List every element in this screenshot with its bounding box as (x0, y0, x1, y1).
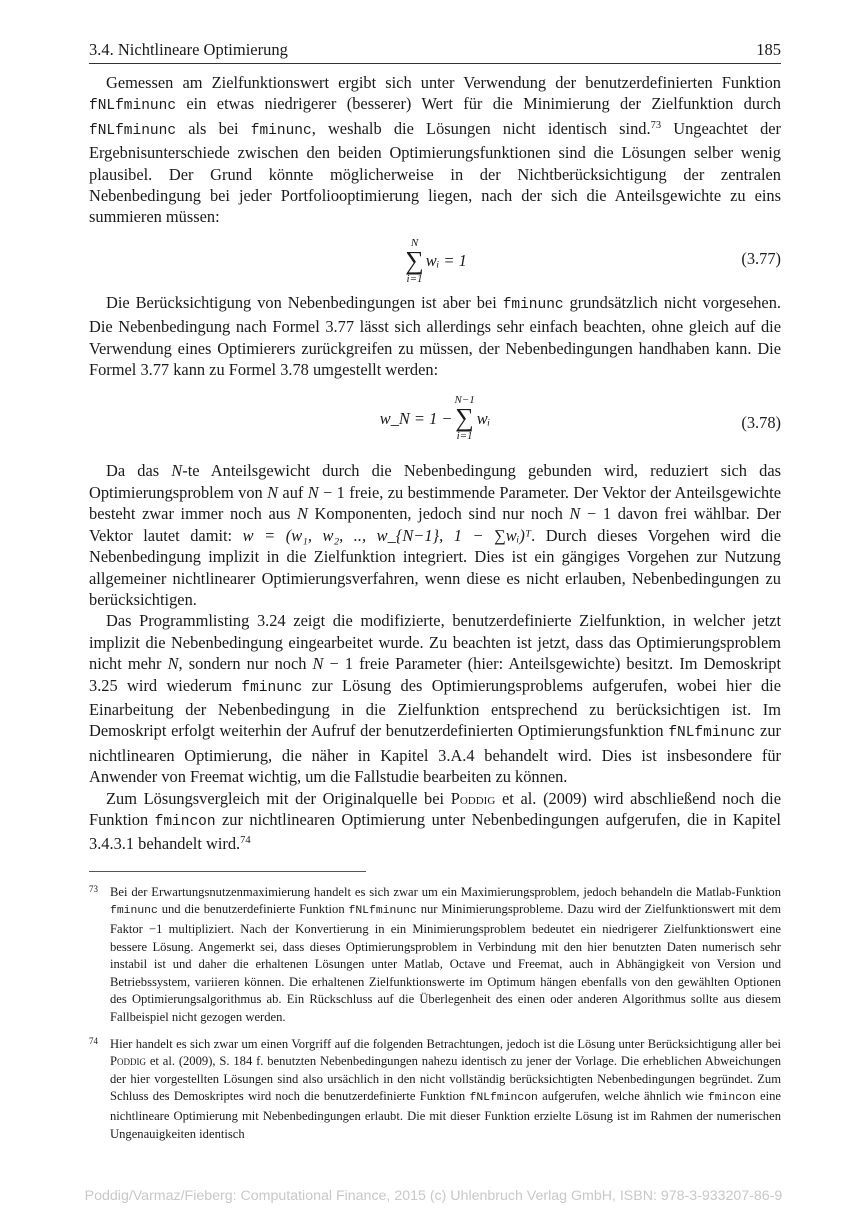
page-number: 185 (756, 40, 781, 59)
code-fminunc: fminunc (250, 122, 312, 139)
footnote-ref-74[interactable]: 74 (240, 835, 251, 847)
paragraph-1: Gemessen am Zielfunktionswert ergibt sich unter Verwendung der benutzerdefinierten Funktion fNLfminunc ein etwas niedrigerer (besserer) Wert für die Minimierung der Zielfunktion durch fNLfminunc als bei fminunc, weshalb die Lösungen nicht identisch sind.$^{73}$ Ungeachtet der Ergebnisunterschiede zwischen den beiden Optimierungsfunktionen sind die Lösungen selber wenig plausibel. Der Grund könnte möglicherweise in der Nichtberücksichtigung der zentralen Nebenbedingung bei jeder Portfoliooptimierung liegen, nach der sich die Anteilsgewichte zu eins summieren müssen: (89, 73, 781, 227)
equation-number: (3.78) (741, 413, 781, 433)
code-fNLfminunc: fNLfminunc (89, 122, 177, 139)
vector-formula: w = (w₁, w₂, .., w_{N−1}, 1 − ∑wᵢ)ᵀ (242, 525, 532, 545)
author-name: Poddig (450, 788, 496, 808)
code-fNLfminunc: fNLfminunc (89, 98, 177, 115)
footnote-mark: 73 (89, 883, 98, 894)
summation: N ∑ i=1 (405, 236, 424, 285)
paragraph-2: Die Berücksichtigung von Nebenbedingungen ist aber bei fminunc grundsätzlich nicht vorgesehen. Die Nebenbedingung nach Formel 3.77 lässt sich allerdings sehr einfach beachten, ohne gleich auf die Verwendung eines Optimierers zurückgreifen zu müssen, der Nebenbedingungen handhaben kann. Die Formel 3.77 kann zu Formel 3.78 umgestellt werden: (89, 292, 781, 380)
equation-body: wᵢ (476, 408, 491, 428)
footnote-73: 73 Bei der Erwartungsnutzenmaximierung handelt es sich zwar um ein Maximierungsproblem, jedoch behandeln die Matlab-Funktion fminunc und die benutzerdefinierte Funktion fNLfminunc nur Minimierungsprobleme. Dazu wird der Zielfunktionswert mit dem Faktor −1 multipliziert. Nach der Konvertierung in ein Minimierungsproblem bedeutet ein niedrigerer Zielfunktionswert eine bessere Lösung. Angemerkt sei, dass dieses Optimierungsproblem in Verbindung mit den hier benutzten Daten numerisch sehr instabil ist und daher die erhaltenen Lösungen unter Matlab, Octave und Freemat, auch in Abhängigkeit von Version und Betriebssystem, variieren können. Die erhaltenen Zielfunktionswerte im Optimum hängen ebenfalls von den gewählten Optionen des Optimierungsalgorithmus ab. Ein Rückschluss auf die Überlegenheit des einen oder anderen Algorithmus sollte aus diesem Fallbeispiel nicht gezogen werden. (89, 884, 781, 1027)
summation: N−1 ∑ i=1 (454, 394, 475, 443)
paragraph-4: Das Programmlisting 3.24 zeigt die modifizierte, benutzerdefinierte Zielfunktion, in welcher jetzt implizit die Nebenbedingung eingearbeitet wurde. Zu beachten ist jetzt, dass das Optimierungsproblem nicht mehr N, sondern nur noch N − 1 freie Parameter (hier: Anteilsgewichte) besitzt. Im Demoskript 3.25 wird wiederum fminunc zur Lösung des Optimierungsproblems aufgerufen, wobei hier die Einarbeitung der Nebenbedingung in die Zielfunktion entsprechend zu berücksichtigen ist. Im Demoskript erfolgt weiterhin der Aufruf der benutzerdefinierten Optimierungsfunktion fNLfminunc zur nichtlinearen Optimierung, die näher in Kapitel 3.A.4 behandelt wird. Dies ist insbesondere für Anwender von Freemat wichtig, um die Fallstudie bearbeiten zu können. (89, 611, 782, 787)
equation-3-78 (89, 394, 781, 450)
footnote-74: 74 Hier handelt es sich zwar um einen Vorgriff auf die folgenden Betrachtungen, jedoch ist die Lösung unter Berücksichtigung aller bei Poddig et al. (2009), S. 184 f. benutzten Nebenbedingungen nahezu identisch zu jener der Vorlage. Die erheblichen Abweichungen der hier vorgestellten Lösungen sind also ursächlich in den nicht vollständig berücksichtigten Nebenbedingungen begründet. Zum Schluss des Demoskriptes wird noch die benutzerdefinierte Funktion fNLfmincon aufgerufen, welche ähnlich wie fmincon eine nichtlineare Optimierung mit Nebenbedingungen erlaubt. Die mit dieser Funktion erzielte Lösung ist im Rahmen der numerischen Ungenauigkeiten identisch (89, 1036, 781, 1144)
equation-lhs: w_N = 1 − (379, 408, 453, 428)
running-header (89, 40, 781, 64)
book-page (89, 40, 781, 1152)
copyright-watermark: Poddig/Varmaz/Fieberg: Computational Finance, 2015 (c) Uhlenbruch Verlag GmbH, ISBN: 978-3-933207-86-9 (84, 1188, 783, 1204)
equation-body: wᵢ = 1 (425, 251, 467, 271)
footnote-ref-73[interactable]: 73 (650, 119, 662, 131)
main-text (89, 72, 781, 855)
code-fmincon: fmincon (154, 813, 216, 830)
footnote-divider (89, 871, 366, 872)
equation-3-77 (89, 230, 781, 286)
paragraph-3: Da das N-te Anteilsgewicht durch die Nebenbedingung gebunden wird, reduziert sich das Optimierungsproblem von N auf N − 1 freie, zu bestimmende Parameter. Der Vektor der Anteilsgewichte besteht zwar immer noch aus N Komponenten, jedoch sind nur noch N − 1 davon frei wählbar. Der Vektor lautet damit: w = (w₁, w₂, .., w_{N−1}, 1 − ∑wᵢ)ᵀ. Durch dieses Vorgehen wird die Nebenbedingung implizit in die Zielfunktion integriert. Dies ist ein gängiges Vorgehen zur Nutzung allgemeiner nichtlinearer Optimierungsverfahren, wenn diese es nicht erlauben, Nebenbedingungen zu berücksichtigen. (89, 461, 782, 609)
section-title: 3.4. Nichtlineare Optimierung (89, 40, 288, 59)
footnote-mark: 74 (89, 1035, 98, 1046)
code-fminunc: fminunc (502, 296, 564, 313)
code-fNLfminunc: fNLfminunc (668, 725, 756, 742)
equation-number: (3.77) (741, 248, 781, 268)
paragraph-5: Zum Lösungsvergleich mit der Originalquelle bei Poddig et al. (2009) wird abschließend noch die Funktion fmincon zur nichtlinearen Optimierung unter Nebenbedingungen aufgerufen, die in Kapitel 3.4.3.1 behandelt wird.$^{74}$ (89, 788, 781, 854)
code-fminunc: fminunc (241, 679, 303, 696)
